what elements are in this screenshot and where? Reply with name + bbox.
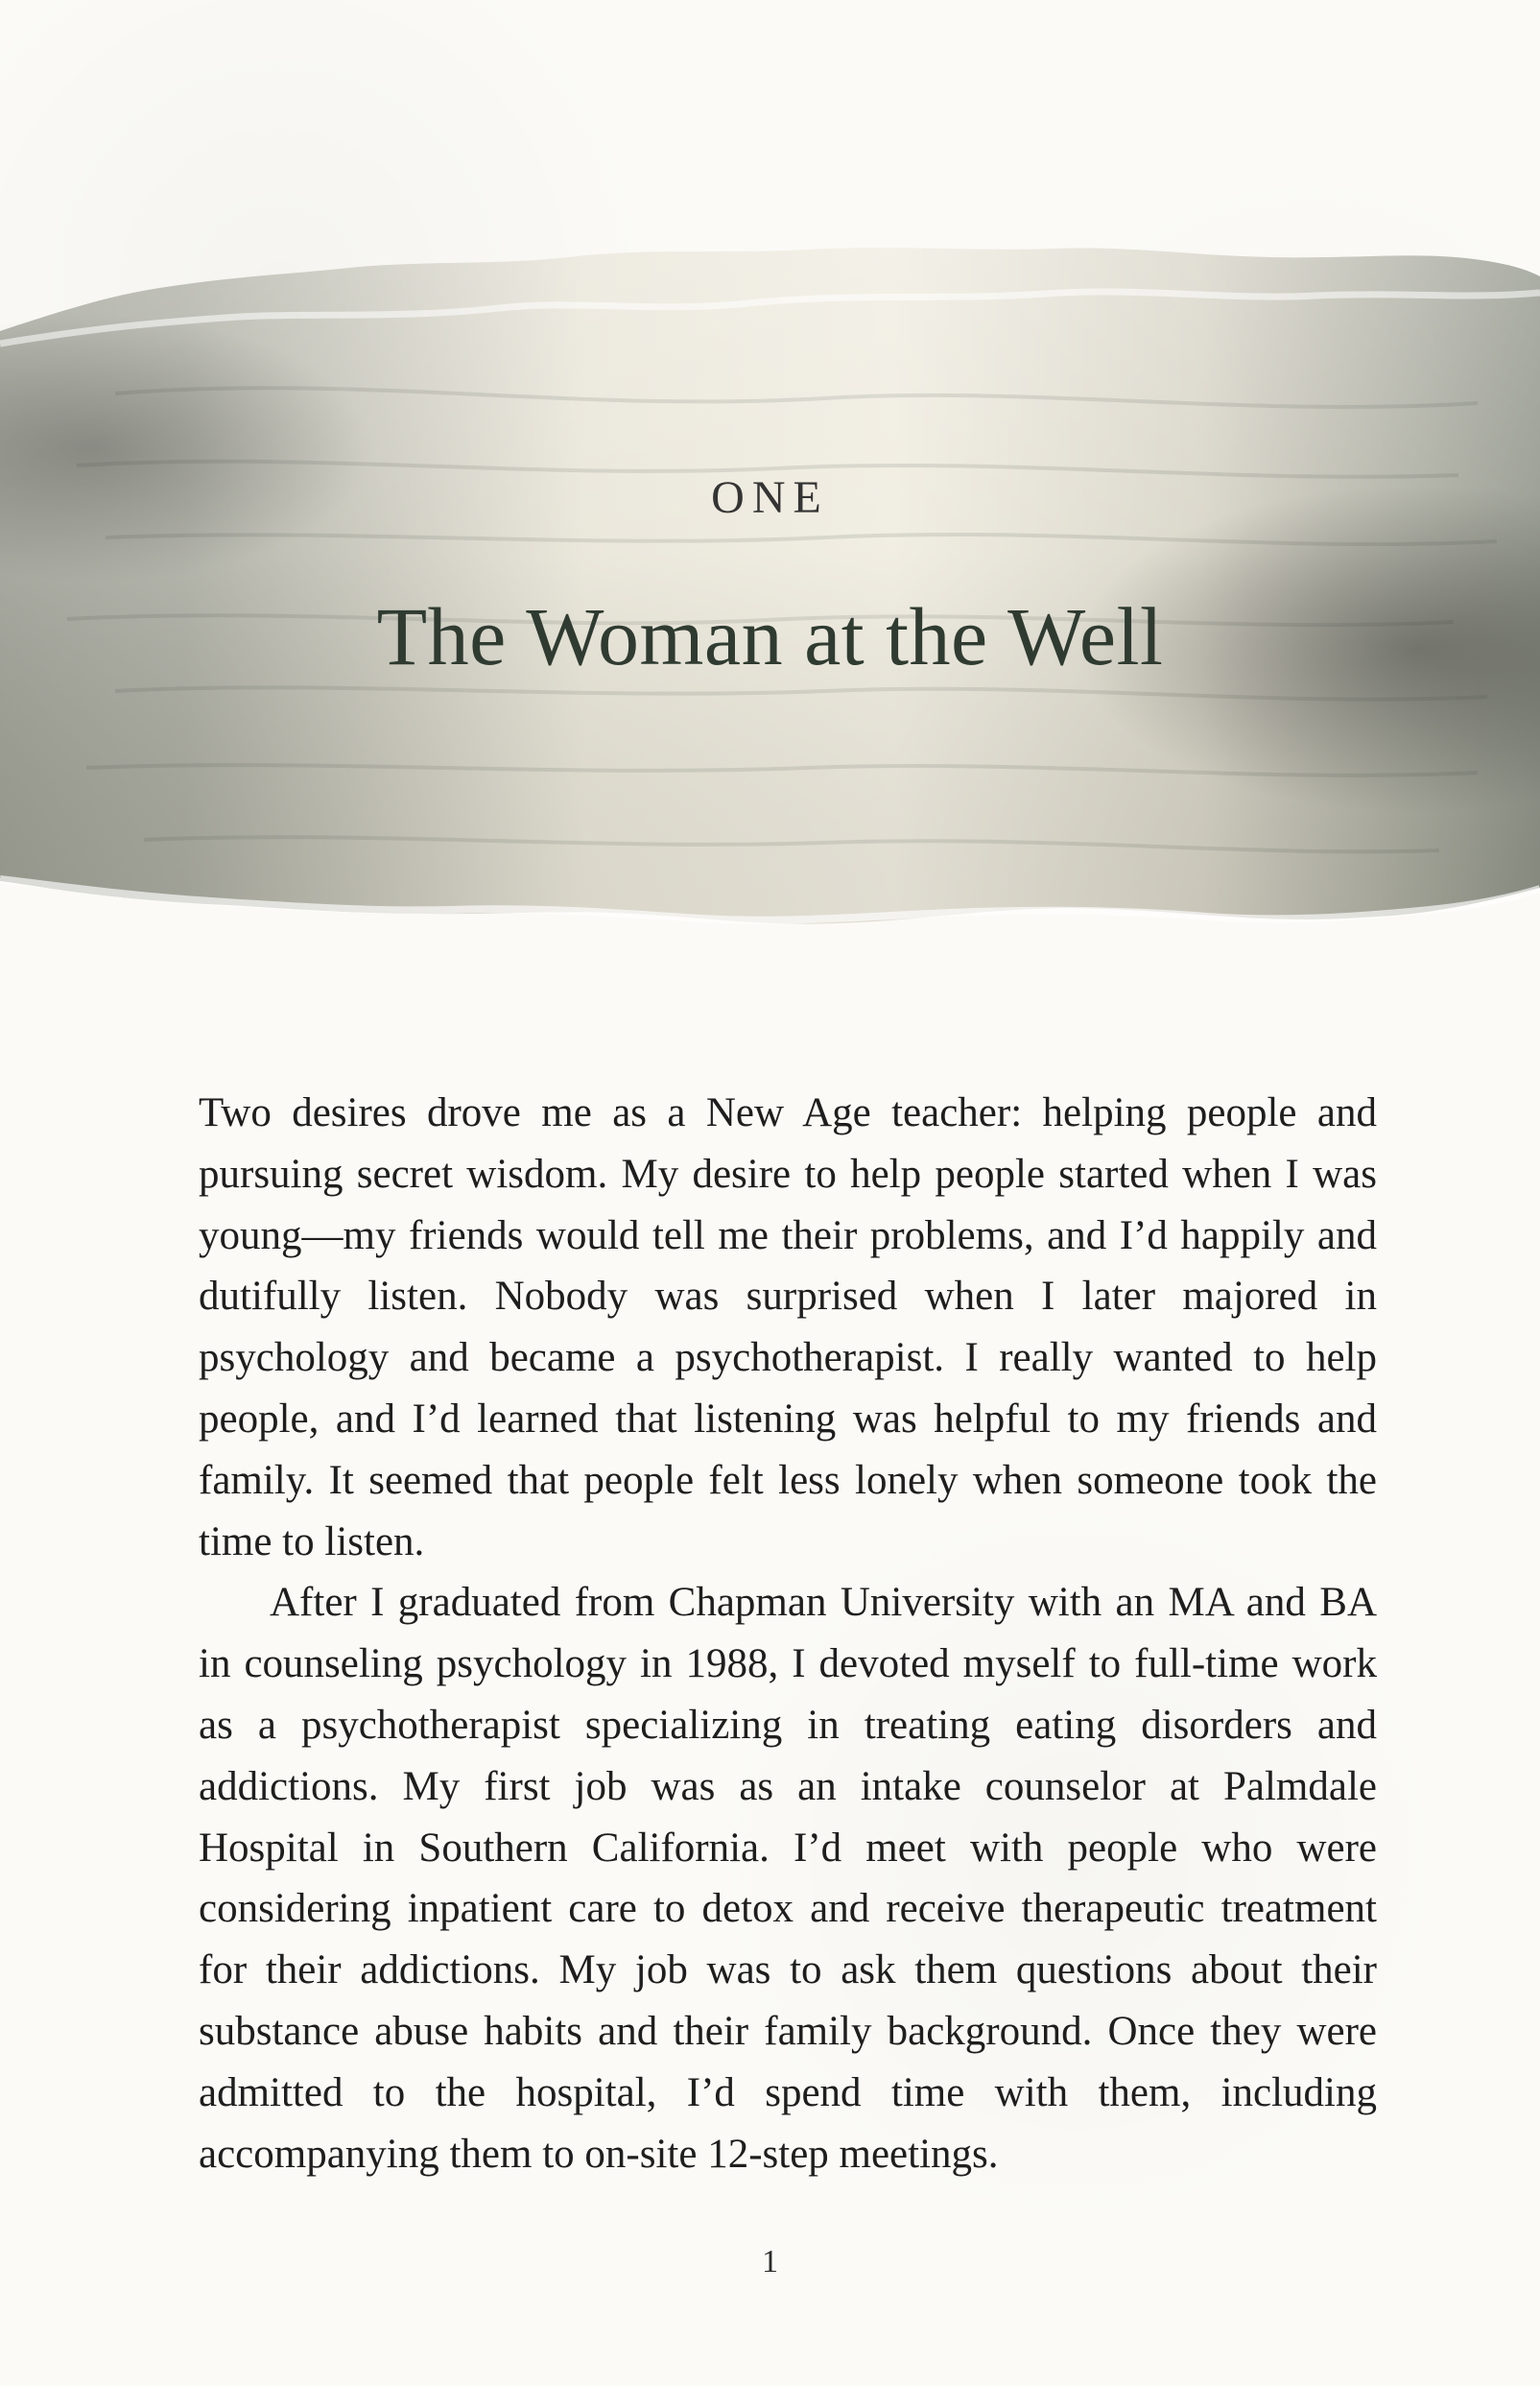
chapter-title: The Woman at the Well	[376, 590, 1164, 682]
paragraph-1: Two desires drove me as a New Age teacher: helping people and pursuing secret wisdom. My desire to help people started when I was young—my friends would tell me their problems, and I’d happily and dutifully listen. Nobody was surprised when I later majored in psychology and became a psychotherapist. I really wanted to help people, and I’d learned that listening was helpful to my friends and family. It seemed that people felt less lonely when someone took the time to listen.	[199, 1090, 1377, 1564]
paragraph-2: After I graduated from Chapman University with an MA and BA in counseling psychology in 1988, I devoted myself to full-time work as a psychotherapist specializing in treating eating disorders and addictions. My first job was as an intake counselor at Palmdale Hospital in Southern California. I’d meet with people who were considering inpatient care to detox and receive therapeutic treatment for their addictions. My job was to ask them questions about their substance abuse habits and their family background. Once they were admitted to the hospital, I’d spend time with them, including accompanying them to on-site 12-step meetings.	[199, 1580, 1377, 2177]
body-text	[199, 1083, 1377, 2184]
page-number: 1	[762, 2244, 778, 2279]
chapter-number: ONE	[711, 472, 829, 523]
